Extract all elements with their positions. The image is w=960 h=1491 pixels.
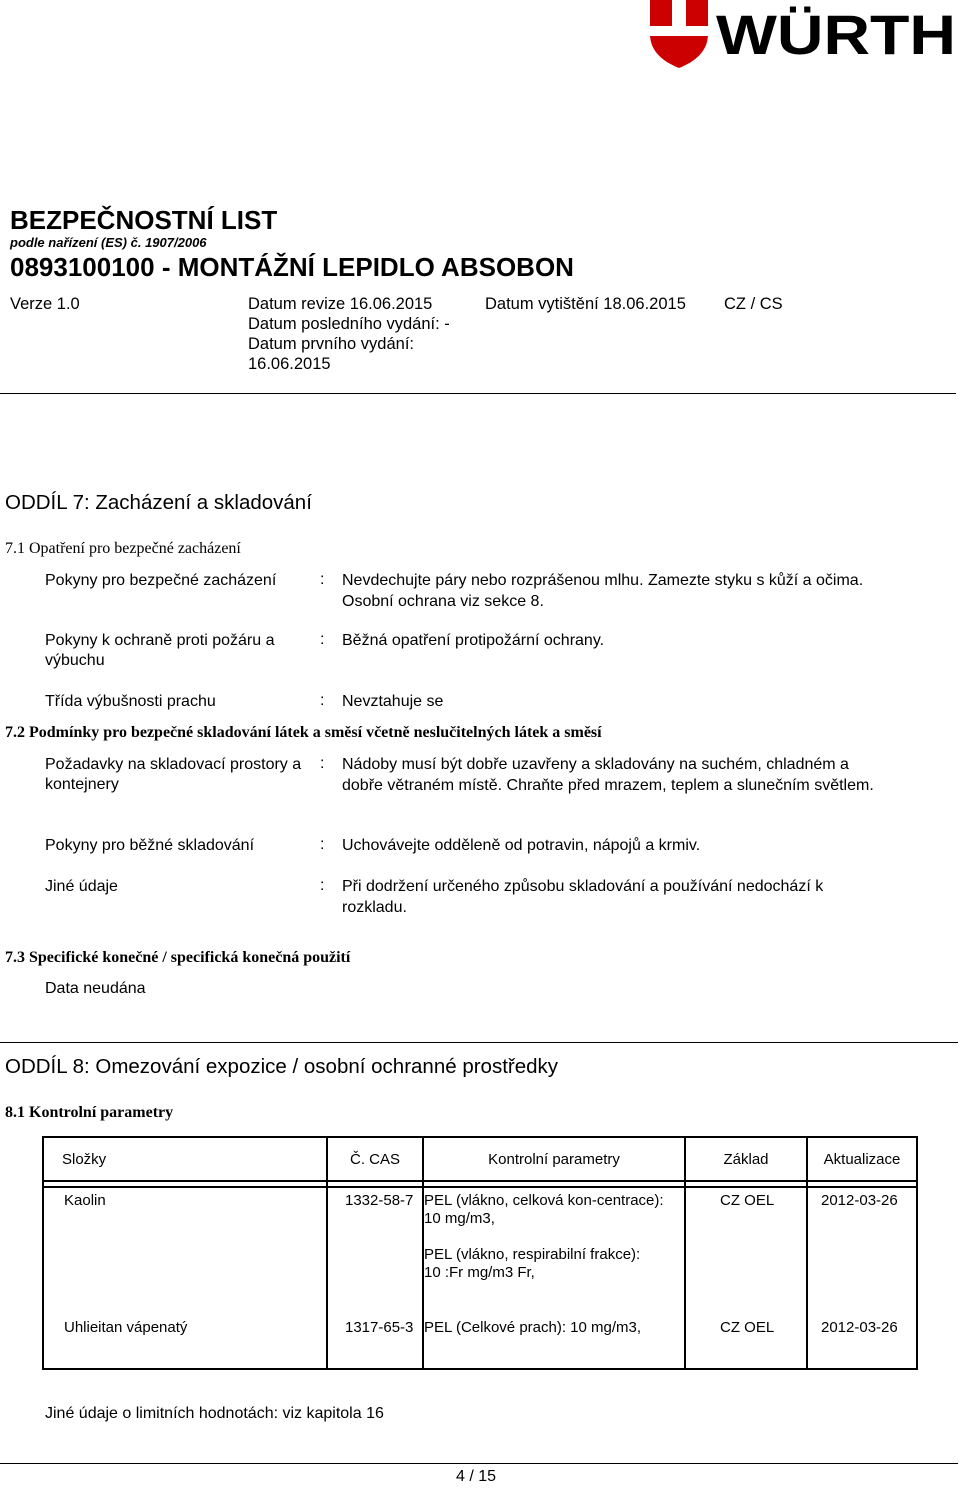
print-date: Datum vytištění 18.06.2015 (485, 295, 686, 313)
cell-basis: CZ OEL (720, 1319, 775, 1336)
table-row (43, 1187, 917, 1315)
cell-component: Uhlieitan vápenatý (64, 1319, 188, 1336)
col-header-basis: Základ (685, 1137, 807, 1181)
table-row (43, 1315, 917, 1369)
row-value-storage-req: Nádoby musí být dobře uzavřeny a skladovány na suchém, chladném a dobře větraném místě. Chraňte před mrazem, teplem a slunečním světlem. (342, 756, 874, 794)
revision-date: Datum revize 16.06.2015 (248, 295, 433, 313)
footer-divider (0, 1463, 958, 1464)
table-header-row (43, 1137, 917, 1181)
row-label-dust: Třída výbušnosti prachu (45, 693, 216, 710)
colon: : (320, 836, 325, 853)
row-value-fire: Běžná opatření protipožární ochrany. (342, 632, 605, 649)
cell-parameter: PEL (Celkové prach): 10 mg/m3, (424, 1319, 642, 1336)
cell-cas: 1332-58-7 (345, 1192, 414, 1209)
header-divider (0, 393, 956, 394)
cell-cas: 1317-65-3 (345, 1319, 414, 1336)
first-issue-label: Datum prvního vydání: (248, 335, 414, 353)
last-issue-date: Datum posledního vydání: - (248, 315, 450, 333)
document-title: BEZPEČNOSTNÍ LIST (10, 205, 278, 235)
regulation-note: podle nařízení (ES) č. 1907/2006 (10, 235, 207, 250)
colon: : (320, 755, 325, 772)
cell-component: Kaolin (64, 1192, 106, 1209)
section7-3-heading: 7.3 Specifické konečné / specifická konečná použití (5, 949, 351, 966)
row-value-dust: Nevztahuje se (342, 693, 444, 710)
logo-wordmark: WÜRTH (716, 3, 956, 66)
product-name: 0893100100 - MONTÁŽNÍ LEPIDLO ABSOBON (10, 252, 574, 282)
row-value-common-storage: Uchovávejte odděleně od potravin, nápojů a krmiv. (342, 837, 701, 854)
locale: CZ / CS (724, 295, 783, 313)
section8-1-heading: 8.1 Kontrolní parametry (5, 1104, 174, 1121)
cell-update: 2012-03-26 (821, 1192, 898, 1209)
section7-1-heading: 7.1 Opatření pro bezpečné zacházení (5, 540, 241, 557)
section7-title: ODDÍL 7: Zacházení a skladování (5, 491, 312, 514)
wurth-logo (648, 0, 960, 70)
page-number: 4 / 15 (456, 1468, 497, 1485)
row-label-handling: Pokyny pro bezpečné zacházení (45, 572, 277, 589)
control-parameters-table (42, 1136, 918, 1370)
colon: : (320, 877, 325, 894)
section8-divider (0, 1042, 958, 1043)
colon: : (320, 692, 325, 709)
row-label-common-storage: Pokyny pro běžné skladování (45, 837, 255, 854)
section7-2-heading: 7.2 Podmínky pro bezpečné skladování látek a směsí včetně neslučitelných látek a směsí (5, 724, 602, 741)
row-label-storage-req: Požadavky na skladovací prostory a kontejnery (45, 756, 302, 793)
first-issue-date: 16.06.2015 (248, 355, 331, 373)
col-header-cas: Č. CAS (327, 1137, 423, 1181)
colon: : (320, 571, 325, 588)
row-label-other: Jiné údaje (45, 878, 118, 895)
row-label-fire: Pokyny k ochraně proti požáru a výbuchu (45, 632, 275, 669)
other-limit-info: Jiné údaje o limitních hodnotách: viz kapitola 16 (45, 1405, 384, 1422)
col-header-component: Složky (43, 1137, 327, 1181)
col-header-parameters: Kontrolní parametry (423, 1137, 685, 1181)
section7-3-text: Data neudána (45, 980, 146, 997)
colon: : (320, 631, 325, 648)
cell-parameter: PEL (vlákno, celková kon-centrace): 10 mg/m3, (424, 1192, 664, 1227)
cell-basis: CZ OEL (720, 1192, 775, 1209)
col-header-update: Aktualizace (807, 1137, 917, 1181)
section8-title: ODDÍL 8: Omezování expozice / osobní ochranné prostředky (5, 1055, 559, 1078)
cell-parameter: PEL (vlákno, respirabilní frakce): 10 :Fr mg/m3 Fr, (424, 1246, 641, 1281)
version: Verze 1.0 (10, 295, 80, 313)
cell-update: 2012-03-26 (821, 1319, 898, 1336)
row-value-other: Při dodržení určeného způsobu skladování a používání nedochází k rozkladu. (342, 878, 824, 916)
row-value-handling: Nevdechujte páry nebo rozprášenou mlhu. Zamezte styku s kůží a očima. Osobní ochrana viz sekce 8. (342, 572, 864, 610)
